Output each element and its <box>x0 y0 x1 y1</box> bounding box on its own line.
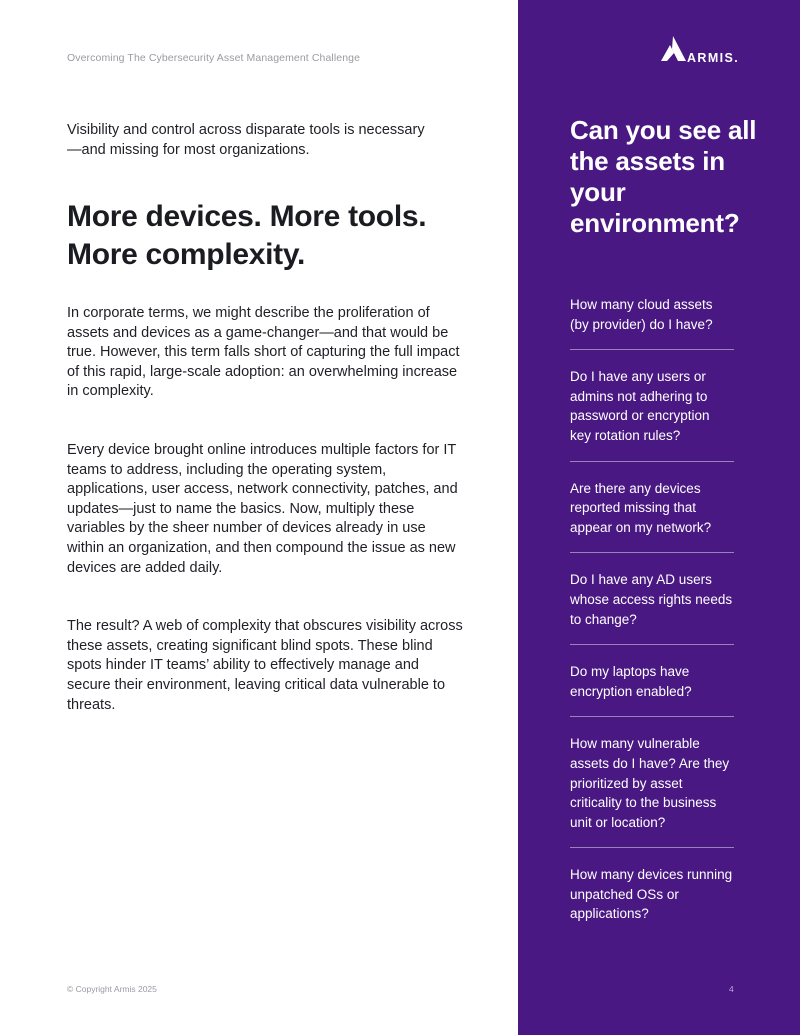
body-paragraph-1: In corporate terms, we might describe the proliferation of assets and devices as a game-changer—and that would be true. However, this term falls short of capturing the full impact of this rapid, large-scale adoption: an overwhelming increase in complexity. <box>67 305 460 400</box>
logo-wordmark: ARMIS. <box>687 51 740 65</box>
question-item: How many vulnerable assets do I have? Are they prioritized by asset criticality to the business unit or location? <box>570 734 734 848</box>
question-item: Are there any devices reported missing that appear on my network? <box>570 479 734 554</box>
question-list <box>570 295 734 956</box>
sidebar-title: Can you see all the assets in your environment? <box>570 115 757 238</box>
armis-logo <box>661 36 740 68</box>
questions-sidebar <box>518 0 800 1035</box>
page-headline: More devices. More tools. More complexity. <box>67 200 427 271</box>
intro-text: Visibility and control across disparate tools is necessary—and missing for most organizations. <box>67 122 425 158</box>
question-item: Do my laptops have encryption enabled? <box>570 662 734 717</box>
main-content <box>67 120 467 715</box>
body-paragraph-3: The result? A web of complexity that obscures visibility across these assets, creating significant blind spots. These blind spots hinder IT teams’ ability to effectively manage and secure their environment, leaving critical data vulnerable to threats. <box>67 618 463 713</box>
armis-logo-icon <box>661 36 687 64</box>
page-number: 4 <box>729 984 734 994</box>
running-header: Overcoming The Cybersecurity Asset Management Challenge <box>67 52 361 64</box>
question-item: How many devices running unpatched OSs or applications? <box>570 867 733 922</box>
question-item: How many cloud assets (by provider) do I have? <box>570 295 734 350</box>
body-paragraph-2: Every device brought online introduces multiple factors for IT teams to address, including the operating system, applications, user access, network connectivity, patches, and updates—just to name the basics. Now, multiply these variables by the sheer number of devices already in use within an organization, and then compound the issue as new devices are added daily. <box>67 441 458 576</box>
question-item: Do I have any AD users whose access rights needs to change? <box>570 570 734 645</box>
question-item: Do I have any users or admins not adhering to password or encryption key rotation rules? <box>570 367 734 461</box>
copyright-footer: © Copyright Armis 2025 <box>67 984 157 994</box>
